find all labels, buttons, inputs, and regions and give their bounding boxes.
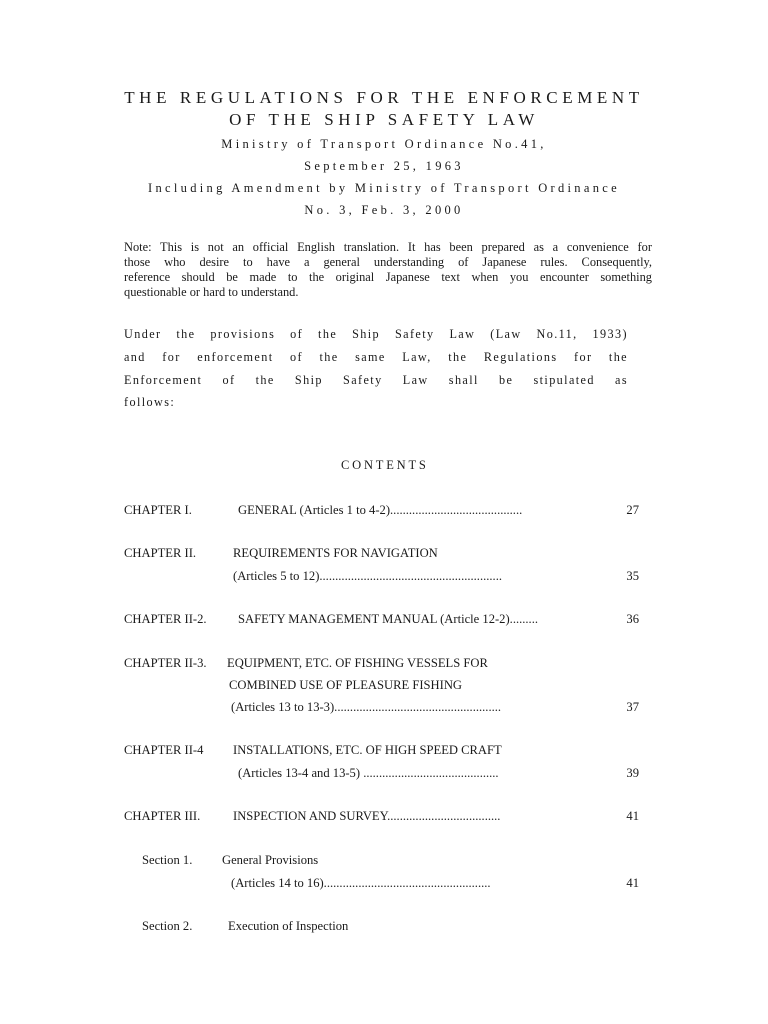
toc-title-chapter-2[interactable]: REQUIREMENTS FOR NAVIGATION (233, 546, 438, 560)
toc-label-section-2[interactable]: Section 2. (142, 919, 193, 933)
amendment-number: No. 3, Feb. 3, 2000 (304, 203, 464, 217)
document-title-line-2: OF THE SHIP SAFETY LAW (229, 110, 539, 129)
toc-title-chapter-2-3[interactable]: EQUIPMENT, ETC. OF FISHING VESSELS FOR (227, 656, 488, 670)
note-line: questionable or hard to understand. (124, 285, 299, 299)
toc-title-chapter-1[interactable]: GENERAL (Articles 1 to 4-2).......................................... (238, 503, 523, 517)
note-line: reference should be made to the original Japanese text when you encounter something (124, 270, 652, 284)
toc-title-chapter-2-2[interactable]: SAFETY MANAGEMENT MANUAL (Article 12-2)......... (238, 612, 539, 626)
toc-label-chapter-2-3[interactable]: CHAPTER II-3. (124, 656, 207, 670)
toc-page-section-1: 41 (626, 876, 639, 890)
toc-title-section-2[interactable]: Execution of Inspection (228, 919, 349, 933)
contents-heading: CONTENTS (341, 458, 429, 472)
toc-label-chapter-2-4[interactable]: CHAPTER II-4 (124, 743, 204, 757)
toc-sub-chapter-2[interactable]: (Articles 5 to 12).......................................................... (233, 569, 502, 583)
amendment-line: Including Amendment by Ministry of Transport Ordinance (148, 181, 620, 195)
toc-page-chapter-1: 27 (626, 503, 639, 517)
provisions-line: and for enforcement of the same Law, the Regulations for the (124, 350, 628, 364)
ordinance-line: Ministry of Transport Ordinance No.41, (221, 137, 547, 151)
toc-label-chapter-3[interactable]: CHAPTER III. (124, 809, 201, 823)
toc-sub-section-1[interactable]: (Articles 14 to 16)..................................................... (231, 876, 491, 890)
toc-page-chapter-2-4: 39 (626, 766, 639, 780)
toc-sub-chapter-2-3[interactable]: (Articles 13 to 13-3)..................................................... (231, 700, 502, 714)
toc-label-chapter-1[interactable]: CHAPTER I. (124, 503, 192, 517)
ordinance-date: September 25, 1963 (304, 159, 464, 173)
toc-page-chapter-2: 35 (626, 569, 639, 583)
toc-page-chapter-2-3: 37 (626, 700, 639, 714)
note-line: Note: This is not an official English translation. It has been prepared as a convenience for (124, 240, 652, 254)
toc-sub-chapter-2-4[interactable]: (Articles 13-4 and 13-5) ........................................... (238, 766, 499, 780)
toc-title2-chapter-2-3[interactable]: COMBINED USE OF PLEASURE FISHING (229, 678, 463, 692)
toc-page-chapter-2-2: 36 (626, 612, 639, 626)
toc-label-chapter-2-2[interactable]: CHAPTER II-2. (124, 612, 207, 626)
toc-title-chapter-3[interactable]: INSPECTION AND SURVEY.................................... (233, 809, 501, 823)
provisions-line: Under the provisions of the Ship Safety Law (Law No.11, 1933) (124, 327, 628, 341)
provisions-line: Enforcement of the Ship Safety Law shall be stipulated as (124, 373, 628, 387)
toc-label-chapter-2[interactable]: CHAPTER II. (124, 546, 197, 560)
document-title-line-1: THE REGULATIONS FOR THE ENFORCEMENT (124, 88, 644, 107)
toc-title-section-1[interactable]: General Provisions (222, 853, 319, 867)
provisions-line: follows: (124, 395, 176, 409)
note-line: those who desire to have a general understanding of Japanese rules. Consequently, (124, 255, 652, 269)
toc-title-chapter-2-4[interactable]: INSTALLATIONS, ETC. OF HIGH SPEED CRAFT (233, 743, 502, 757)
toc-page-chapter-3: 41 (626, 809, 639, 823)
translation-note (124, 240, 652, 300)
toc-label-section-1[interactable]: Section 1. (142, 853, 193, 867)
